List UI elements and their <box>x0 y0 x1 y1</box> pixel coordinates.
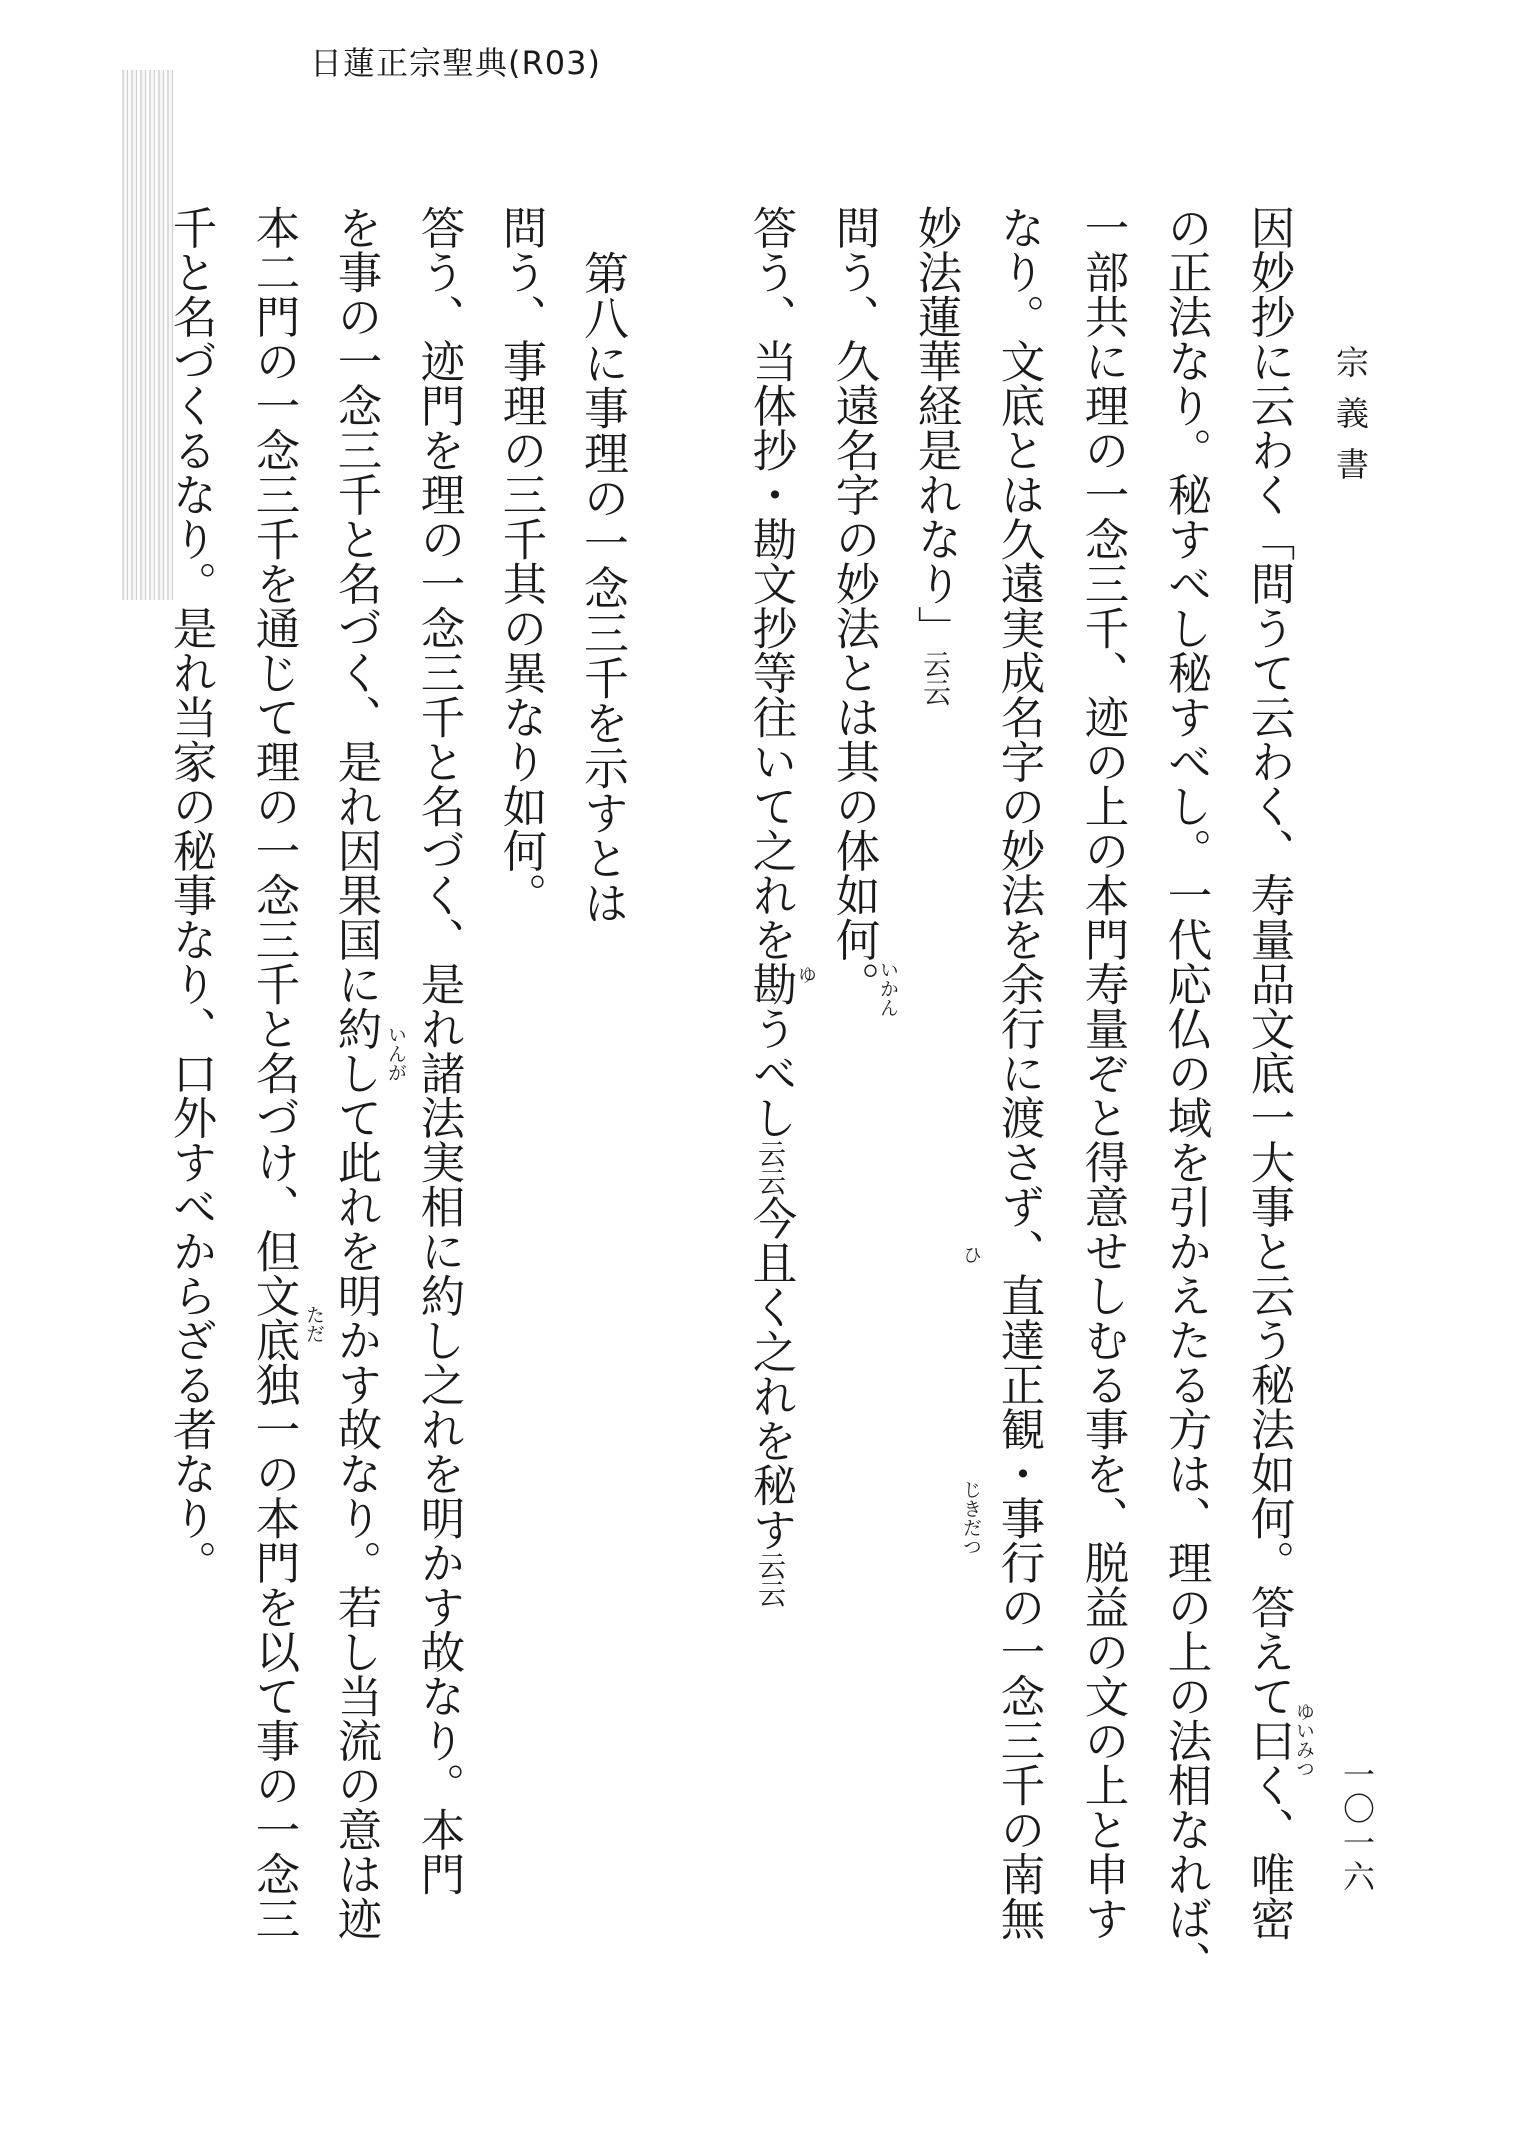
unun-annotation: 云云 <box>754 1139 787 1196</box>
ruby-annotation: ひ <box>960 1245 982 1264</box>
ruby-annotation: いんが <box>385 1025 407 1082</box>
text-column <box>905 205 965 706</box>
column-text: 妙法蓮華経是れなり」 <box>910 205 961 650</box>
text-column: 本二門の一念三千を通じて理の一念三千と名づけ、但文底独一の本門を以て事の一念三 <box>248 205 299 1941</box>
text-column: の正法なり。秘すべし秘すべし。一代応仏の域を引かえたる方は、理の上の法相なれば、 <box>1160 205 1211 1985</box>
column-text: 今且く之れを秘す <box>745 1195 796 1552</box>
column-text: 答う、当体抄・勘文抄等往いて之れを勘うべし <box>745 205 796 1140</box>
text-column: 一部共に理の一念三千、迹の上の本門寿量ぞと得意せしむる事を、脱益の文の上と申す <box>1077 205 1128 1941</box>
ruby-annotation: いかん <box>877 960 899 1017</box>
text-column-question: 問う、事理の三千其の異なり如何。 <box>495 205 546 917</box>
running-head: 宗義書 <box>1331 345 1370 498</box>
text-column-answer: 答う、迹門を理の一念三千と名づく、是れ諸法実相に約し之れを明かす故なり。本門 <box>413 205 464 1896</box>
ruby-annotation: じきだつ <box>960 1480 982 1556</box>
ruby-annotation: ゆ <box>795 965 817 984</box>
text-column-question: 問う、久遠名字の妙法とは其の体如何。 <box>828 205 879 1006</box>
unun-annotation: 云云 <box>919 650 952 706</box>
text-column: なり。文底とは久遠実成名字の妙法を余行に渡さず、直達正観・事行の一念三千の南無 <box>993 205 1044 1941</box>
unun-annotation: 云云 <box>754 1551 787 1608</box>
text-column: を事の一念三千と名づく、是れ因果国に約して此れを明かす故なり。若し当流の意は迹 <box>330 205 381 1941</box>
page-number: 一〇一六 <box>1338 1758 1376 1894</box>
text-column: 因妙抄に云わく「問うて云わく、寿量品文底一大事と云う秘法如何。答えて曰く、唯密 <box>1243 205 1294 1941</box>
ruby-annotation: ゆいみつ <box>1293 1702 1315 1778</box>
ruby-annotation: ただ <box>303 1305 325 1343</box>
document-title: 日蓮正宗聖典(R03) <box>310 44 601 82</box>
text-column-answer <box>740 205 800 1608</box>
text-column: 千と名づくるなり。是れ当家の秘事なり、口外すべからざる者なり。 <box>165 205 216 1585</box>
section-heading: 第八に事理の一念三千を示すとは <box>576 250 629 925</box>
